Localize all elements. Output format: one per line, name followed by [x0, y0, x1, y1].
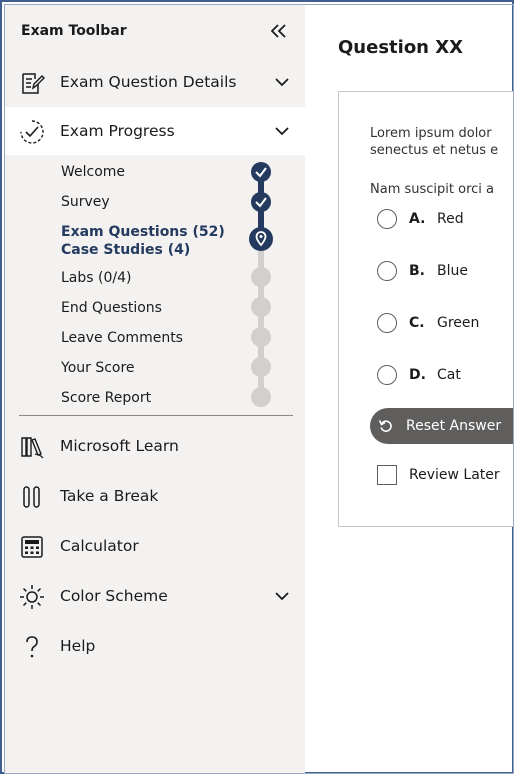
- question-stem-line: senectus et netus e: [370, 143, 499, 158]
- progress-step-survey[interactable]: Survey: [61, 194, 110, 210]
- answer-option-d[interactable]: [377, 362, 514, 388]
- review-later-checkbox[interactable]: [377, 465, 500, 485]
- exam-progress-label: Exam Progress: [60, 122, 175, 140]
- radio-button[interactable]: [377, 209, 397, 229]
- take-a-break-label: Take a Break: [60, 487, 159, 505]
- step-pending-node: [251, 327, 271, 347]
- sidebar-divider: [19, 415, 293, 416]
- progress-step-labs[interactable]: Labs (0/4): [61, 270, 132, 286]
- option-text: Cat: [437, 367, 461, 383]
- reset-icon: [378, 418, 394, 434]
- calculator-label: Calculator: [60, 537, 139, 555]
- checkbox[interactable]: [377, 465, 397, 485]
- progress-step-exam-questions[interactable]: [61, 223, 225, 259]
- take-a-break-button[interactable]: [5, 472, 305, 520]
- calculator-icon: [19, 534, 45, 560]
- step-done-node: [251, 162, 271, 182]
- progress-step-exam-questions-label: Exam Questions (52): [61, 224, 225, 240]
- option-letter: B.: [409, 263, 425, 279]
- option-text: Green: [437, 315, 480, 331]
- step-done-node: [251, 192, 271, 212]
- review-later-label: Review Later: [409, 467, 500, 483]
- microsoft-learn-button[interactable]: [5, 422, 305, 470]
- exam-progress-row[interactable]: [5, 107, 305, 155]
- sun-icon: [19, 584, 45, 610]
- answer-option-c[interactable]: [377, 310, 514, 336]
- progress-step-score-report[interactable]: Score Report: [61, 390, 152, 406]
- step-pending-node: [251, 357, 271, 377]
- radio-button[interactable]: [377, 313, 397, 333]
- toolbar-title: Exam Toolbar: [21, 23, 127, 39]
- collapse-toolbar-button[interactable]: [267, 19, 291, 43]
- option-letter: A.: [409, 211, 426, 227]
- answer-option-a[interactable]: [377, 206, 514, 232]
- progress-step-case-studies-label: Case Studies (4): [61, 242, 191, 258]
- window-content: [4, 4, 514, 774]
- radio-button[interactable]: [377, 365, 397, 385]
- option-text: Blue: [437, 263, 468, 279]
- help-label: Help: [60, 637, 96, 655]
- double-chevron-left-icon: [271, 24, 287, 38]
- progress-step-end-questions[interactable]: End Questions: [61, 300, 162, 316]
- question-title: Question XX: [338, 37, 464, 58]
- exam-question-details-label: Exam Question Details: [60, 73, 237, 91]
- color-scheme-label: Color Scheme: [60, 587, 168, 605]
- exam-toolbar: [5, 5, 305, 773]
- checkmark-icon: [251, 192, 271, 212]
- location-pin-icon: [249, 227, 273, 251]
- step-current-node: [249, 227, 273, 251]
- answer-option-b[interactable]: [377, 258, 514, 284]
- step-pending-node: [251, 267, 271, 287]
- question-stem: [370, 125, 498, 159]
- option-letter: C.: [409, 315, 425, 331]
- step-pending-node: [251, 387, 271, 407]
- calculator-button[interactable]: [5, 522, 305, 570]
- books-icon: [19, 434, 45, 460]
- radio-button[interactable]: [377, 261, 397, 281]
- progress-step-leave-comments[interactable]: Leave Comments: [61, 330, 183, 346]
- progress-check-icon: [19, 119, 45, 145]
- reset-answer-button[interactable]: [370, 408, 514, 444]
- chevron-down-icon: [274, 125, 290, 137]
- option-text: Red: [437, 211, 464, 227]
- progress-step-welcome[interactable]: Welcome: [61, 164, 126, 180]
- help-button[interactable]: [5, 622, 305, 670]
- progress-step-your-score[interactable]: Your Score: [61, 360, 135, 376]
- question-icon: [19, 634, 45, 660]
- step-pending-node: [251, 297, 271, 317]
- microsoft-learn-label: Microsoft Learn: [60, 437, 179, 455]
- exam-question-details-row[interactable]: [5, 58, 305, 106]
- checkmark-icon: [251, 162, 271, 182]
- color-scheme-button[interactable]: [5, 572, 305, 620]
- option-letter: D.: [409, 367, 426, 383]
- question-instruction: Nam suscipit orci a: [370, 182, 494, 197]
- question-stem-line: Lorem ipsum dolor: [370, 126, 492, 141]
- chevron-down-icon: [274, 590, 290, 602]
- chevron-down-icon: [274, 76, 290, 88]
- document-edit-icon: [19, 70, 45, 96]
- pause-icon: [19, 484, 45, 510]
- reset-answer-label: Reset Answer: [406, 418, 502, 434]
